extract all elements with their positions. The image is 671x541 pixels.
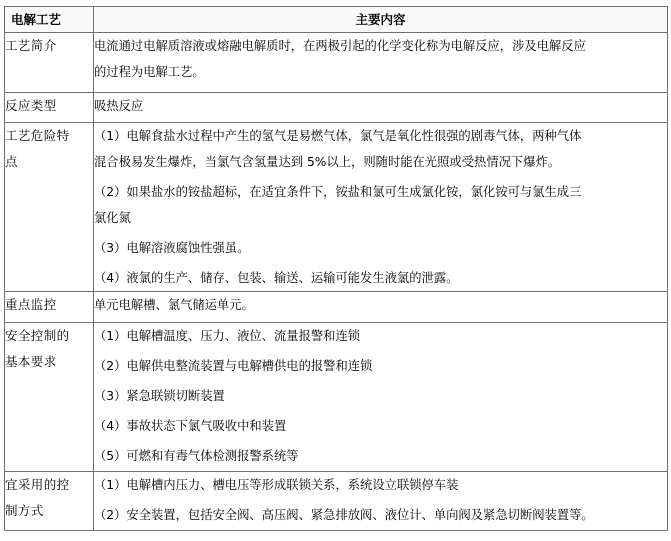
table-row-control-method [5,472,668,531]
safety-item-3: （3）紧急联锁切断装置 [94,389,225,403]
intro-line-2: 的过程为电解工艺。 [94,65,205,79]
safety-label-line-1: 安全控制的 [5,328,70,343]
hazard-item-1-line-1: （1）电解食盐水过程中产生的氢气是易燃气体，氯气是氧化性很强的剧毒气体，两种气体 [94,129,582,143]
control-label-line-1: 宜采用的控 [5,477,70,492]
row-content-control-method [94,472,668,531]
hazard-item-2-line-2: 氯化氮 [94,211,131,225]
table-row-monitoring [5,292,668,323]
safety-item-2: （2）电解供电整流装置与电解槽供电的报警和连锁 [94,359,373,373]
row-label-reaction-type: 反应类型 [5,93,94,123]
safety-label-line-2: 基本要求 [5,354,57,369]
control-item-1: （1）电解槽内压力、槽电压等形成联锁关系，系统设立联锁停车装 [94,478,459,492]
table-header-row [5,7,668,33]
row-content-monitoring: 单元电解槽、氯气储运单元。 [94,292,668,323]
row-label-control-method [5,472,94,531]
row-content-intro [94,33,668,93]
row-content-reaction-type: 吸热反应 [94,93,668,123]
hazard-label-line-1: 工艺危险特 [5,128,70,143]
row-label-hazard [5,123,94,292]
header-main-content: 主要内容 [94,7,668,33]
electrolysis-process-table [4,6,668,531]
table-row-reaction-type [5,93,668,123]
hazard-item-1-line-2: 混合极易发生爆炸，当氯气含氢量达到 5%以上，则随时能在光照或受热情况下爆炸。 [94,155,561,169]
intro-line-1: 电流通过电解质溶液或熔融电解质时，在两极引起的化学变化称为电解反应，涉及电解反应 [94,39,586,53]
safety-item-5: （5）可燃和有毒气体检测报警系统等 [94,449,299,463]
row-label-safety-control [5,323,94,472]
row-content-safety-control [94,323,668,472]
hazard-label-line-2: 点 [5,154,18,169]
control-item-2: （2）安全装置，包括安全阀、高压阀、紧急排放阀、液位计、单向阀及紧急切断阀装置等。 [94,508,594,522]
row-label-monitoring: 重点监控 [5,292,94,323]
hazard-item-4: （4）液氯的生产、储存、包装、输送、运输可能发生液氯的泄露。 [94,271,459,285]
safety-item-4: （4）事故状态下氯气吸收中和装置 [94,419,287,433]
table-row-intro [5,33,668,93]
control-label-line-2: 制方式 [5,503,44,518]
safety-item-1: （1）电解槽温度、压力、液位、流量报警和连锁 [94,329,361,343]
hazard-item-3: （3）电解溶液腐蚀性强虽。 [94,241,250,255]
table-row-hazard [5,123,668,292]
table-row-safety-control [5,323,668,472]
row-label-intro: 工艺简介 [5,33,94,93]
hazard-item-2-line-1: （2）如果盐水的铵盐超标，在适宜条件下，铵盐和氯可生成氯化铵，氯化铵可与氯生成三 [94,185,582,199]
header-process-name: 电解工艺 [5,7,94,33]
row-content-hazard [94,123,668,292]
